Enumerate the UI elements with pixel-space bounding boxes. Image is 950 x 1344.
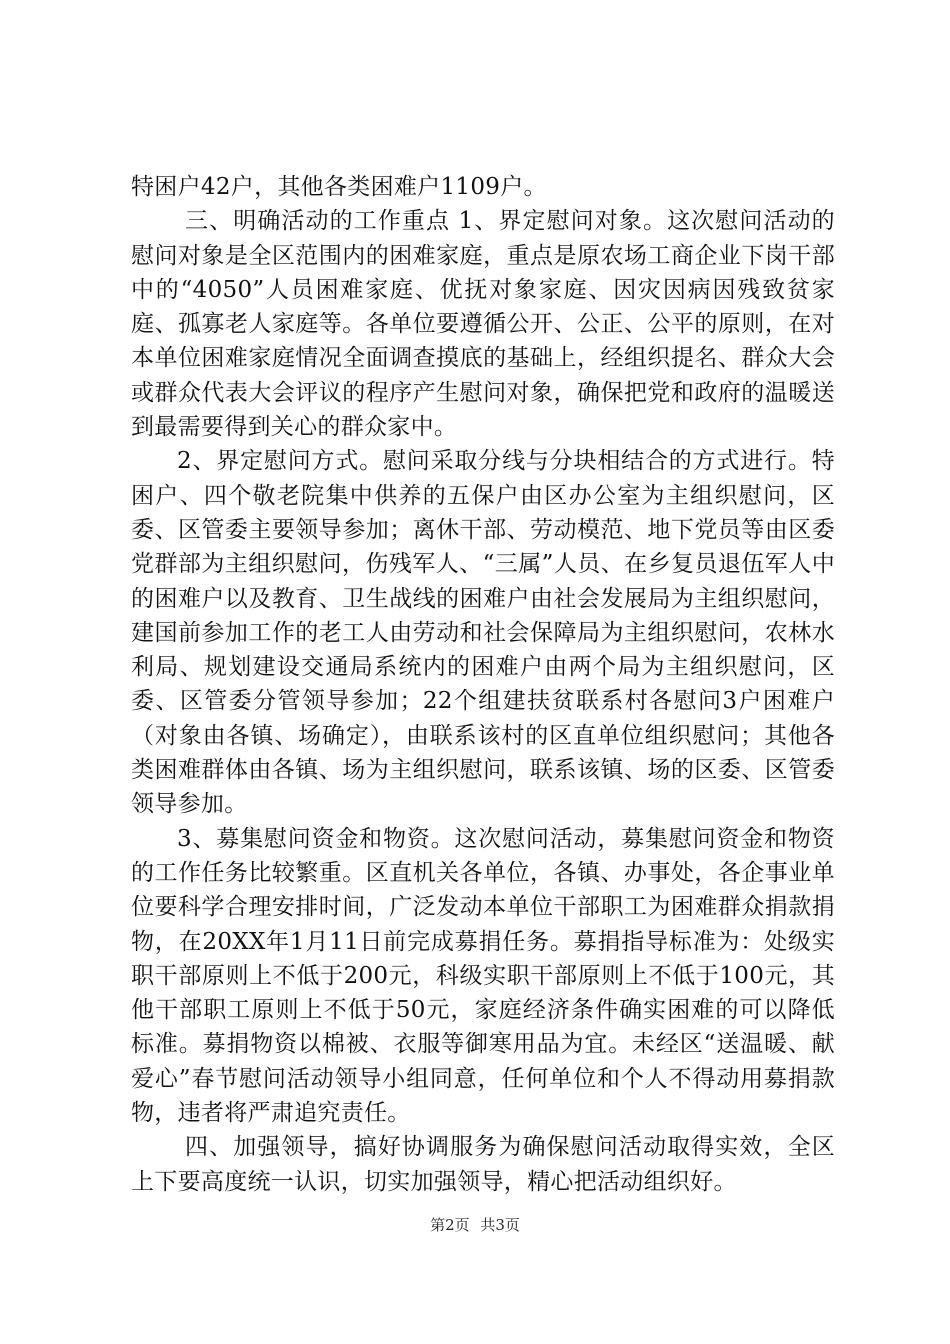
page-footer (0, 1214, 950, 1235)
paragraph-visit-method: 2、界定慰问方式。慰问采取分线与分块相结合的方式进行。特困户、四个敬老院集中供养的五保户由区办公室为主组织慰问，区委、区管委主要领导参加；离休干部、劳动模范、地下党员等由区委党群部为主组织慰问，伤残军人、“三属”人员、在乡复员退伍军人中的困难户以及教育、卫生战线的困难户由社会发展局为主组织慰问，建国前参加工作的老工人由劳动和社会保障局为主组织慰问，农林水利局、规划建设交通局系统内的困难户由两个局为主组织慰问，区委、区管委分管领导参加；22个组建扶贫联系村各慰问3户困难户（对象由各镇、场确定），由联系该村的区直单位组织慰问；其他各类困难群体由各镇、场为主组织慰问，联系该镇、场的区委、区管委领导参加。 (131, 448, 835, 818)
page-number: 第2页 (430, 1216, 470, 1234)
document-body (131, 170, 835, 1199)
paragraph-section-three: 三、明确活动的工作重点 1、界定慰问对象。这次慰问活动的慰问对象是全区范围内的困难家庭，重点是原农场工商企业下岗干部中的“4050”人员困难家庭、优抚对象家庭、因灾因病因残致贫家庭、孤寡老人家庭等。各单位要遵循公开、公正、公平的原则，在对本单位困难家庭情况全面调查摸底的基础上，经组织提名、群众大会或群众代表大会评议的程序产生慰问对象，确保把党和政府的温暖送到最需要得到关心的群众家中。 (131, 208, 835, 441)
paragraph-continuation: 特困户42户，其他各类困难户1109户。 (131, 174, 547, 200)
paragraph-fundraising: 3、募集慰问资金和物资。这次慰问活动，募集慰问资金和物资的工作任务比较繁重。区直机关各单位，各镇、办事处，各企事业单位要科学合理安排时间，广泛发动本单位干部职工为困难群众捐款捐物，在20XX年1月11日前完成募捐任务。募捐指导标准为：处级实职干部原则上不低于200元，科级实职干部原则上不低于100元，其他干部职工原则上不低于50元，家庭经济条件确实困难的可以降低标准。募捐物资以棉被、衣服等御寒用品为宜。未经区“送温暖、献爱心”春节慰问活动领导小组同意，任何单位和个人不得动用募捐款物，违者将严肃追究责任。 (131, 825, 835, 1127)
page-total: 共3页 (480, 1216, 520, 1234)
paragraph-section-four: 四、加强领导，搞好协调服务为确保慰问活动取得实效，全区上下要高度统一认识，切实加强领导，精心把活动组织好。 (131, 1134, 835, 1195)
